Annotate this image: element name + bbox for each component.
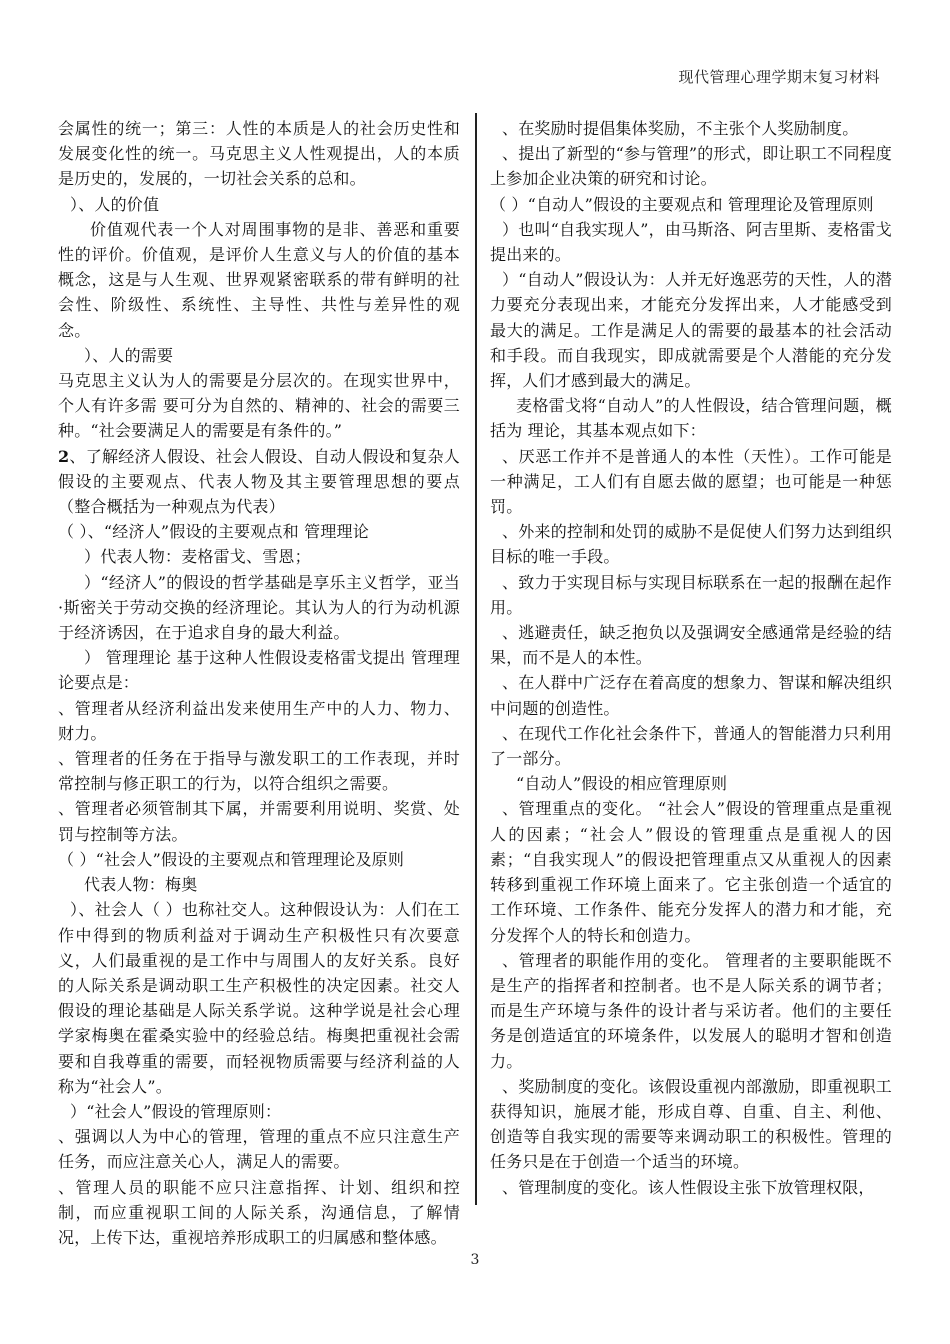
paragraph-text: （ ）、“经济人”假设的主要观点和 管理理论 (58, 522, 369, 542)
running-header: 现代管理心理学期末复习材料 (678, 68, 880, 86)
paragraph (58, 897, 460, 1099)
paragraph (58, 746, 460, 796)
item-number: 2 (58, 446, 70, 466)
paragraph-text: 价值观代表一个人对周围事物的是非、善恶和重要性的评价。价值观，是评价人生意义与人的价值的基本概念，这是与人生观、世界观紧密联系的带有鲜明的社会性、阶级性、系统性、主导性、共性与差异性的观念。 (58, 219, 460, 340)
paragraph-text: 、管理者的任务在于指导与激发职工的工作表现，并时常控制与修正职工的行为，以符合组织之需要。 (58, 749, 460, 794)
paragraph (490, 116, 892, 141)
paragraph (490, 393, 892, 443)
paragraph-text: 、强调以人为中心的管理，管理的重点不应只注意生产任务，而应注意关心人，满足人的需要。 (58, 1127, 460, 1172)
paragraph (58, 444, 460, 520)
page-number: 3 (470, 1252, 480, 1268)
paragraph-text: ）“自动人”假设认为：人并无好逸恶劳的天性，人的潜力要充分表现出来，才能充分发挥出来，人才能感受到最大的满足。工作是满足人的需要的最基本的社会活动和手段。而自我现实，即成就需要是个人潜能的充分发挥，人们才感到最大的满足。 (490, 270, 892, 391)
paragraph-text: 、管理重点的变化。 “社会人”假设的管理重点是重视人的因素；“社会人”假设的管理重点是重视人的因素；“自我实现人”的假设把管理重点又从重视人的因素转移到重视工作环境上面来了。它主张创造一个适宜的工作环境、工作条件、能充分发挥人的潜力和才能，充分发挥个人的特长和创造力。 (490, 799, 892, 945)
paragraph (490, 796, 892, 947)
paragraph-text: ）代表人物：麦格雷戈、雪恩； (84, 547, 311, 567)
paragraph-text: 、外来的控制和处罚的威胁不是促使人们努力达到组织目标的唯一手段。 (490, 522, 892, 567)
paragraph-text: 、奖励制度的变化。该假设重视内部激励，即重视职工获得知识，施展才能，形成自尊、自重、自主、利他、创造等自我实现的需要等来调动职工的积极性。管理的任务只是在于创造一个适当的环境。 (490, 1076, 892, 1172)
paragraph (490, 721, 892, 771)
right-column (490, 116, 892, 1200)
paragraph-text: “自动人”假设的相应管理原则 (516, 774, 728, 794)
paragraph (58, 217, 460, 343)
paragraph-text: 、管理者从经济利益出发来使用生产中的人力、物力、财力。 (58, 698, 460, 743)
paragraph-text: 、致力于实现目标与实现目标联系在一起的报酬在起作用。 (490, 572, 892, 617)
paragraph-text: 、厌恶工作并不是普通人的本性（天性）。工作可能是一种满足，工人们有自愿去做的愿望；也可能是一种惩罚。 (490, 446, 892, 517)
paragraph (490, 948, 892, 1074)
paragraph-text: 、逃避责任，缺乏抱负以及强调安全感通常是经验的结果，而不是人的本性。 (490, 623, 892, 668)
paragraph (58, 519, 460, 544)
paragraph (490, 519, 892, 569)
paragraph-text: 、在人群中广泛存在着高度的想象力、智谋和解决组织中问题的创造性。 (490, 673, 892, 718)
paragraph-text: 、在奖励时提倡集体奖励，不主张个人奖励制度。 (502, 119, 859, 138)
paragraph-text: ）、人的价值 (70, 194, 160, 214)
paragraph (58, 796, 460, 846)
paragraph (490, 670, 892, 720)
paragraph-text: 、管理者的职能作用的变化。 管理者的主要职能既不是生产的指挥者和控制者。也不是人际关系的调节者；而是生产环境与条件的设计者与采访者。他们的主要任务是创造适宜的环境条件，以发展人的聪明才智和创造力。 (490, 950, 892, 1071)
paragraph-text: ）也叫“自我实现人”，由马斯洛、阿吉里斯、麦格雷戈提出来的。 (490, 219, 892, 265)
paragraph-text: ）、社会人（ ）也称社交人。这种假设认为：人们在工作中得到的物质利益对于调动生产积极性只有次要意义，人们最重视的是工作中与周围人的友好关系。良好的人际关系是调动职工生产积极性的决定因素。社交人假设的理论基础是人际关系学说。这种学说是社会心理学家梅奥在霍桑实验中的经验总结。梅奥把重视社会需要和自我尊重的需要，而轻视物质需要与经济利益的人称为“社会人”。 (58, 900, 460, 1096)
paragraph (490, 1175, 892, 1200)
paragraph (58, 116, 460, 192)
paragraph (58, 847, 460, 872)
paragraph (58, 544, 460, 569)
paragraph (490, 444, 892, 520)
paragraph (490, 1074, 892, 1175)
paragraph-text: 、管理人员的职能不应只注意指挥、计划、组织和控制，而应重视职工间的人际关系，沟通信息，了解情况，上传下达，重视培养形成职工的归属感和整体感。 (58, 1177, 460, 1247)
column-divider (475, 113, 477, 1205)
paragraph-text: 麦格雷戈将“自动人”的人性假设，结合管理问题，概括为 理论，其基本观点如下： (490, 396, 892, 441)
paragraph (490, 192, 892, 217)
paragraph-text: ）“经济人”的假设的哲学基础是享乐主义哲学，亚当·斯密关于劳动交换的经济理论。其认为人的行为动机源于经济诱因，在于追求自身的最大利益。 (58, 572, 460, 643)
paragraph (58, 192, 460, 217)
paragraph (58, 1099, 460, 1124)
paragraph (58, 570, 460, 646)
paragraph (58, 645, 460, 695)
paragraph (490, 570, 892, 620)
paragraph-text: （ ）“自动人”假设的主要观点和 管理理论及管理原则 (490, 194, 874, 214)
paragraph (490, 771, 892, 796)
paragraph-text: （ ）“社会人”假设的主要观点和管理理论及原则 (58, 849, 405, 869)
paragraph-text: 马克思主义认为人的需要是分层次的。在现实世界中，个人有许多需 要可分为自然的、精神的、社会的需要三种。“社会要满足人的需要是有条件的。” (58, 371, 460, 441)
paragraph (58, 368, 460, 444)
paragraph-text: ） 管理理论 基于这种人性假设麦格雷戈提出 管理理论要点是： (58, 648, 460, 693)
left-column (58, 116, 460, 1250)
paragraph (490, 620, 892, 670)
paragraph-text: ）、人的需要 (84, 345, 174, 365)
paragraph (58, 1124, 460, 1174)
paragraph (58, 872, 460, 897)
paragraph-text: 、管理制度的变化。该人性假设主张下放管理权限， (502, 1177, 875, 1197)
paragraph-text: 、提出了新型的“参与管理”的形式，即让职工不同程度上参加企业决策的研究和讨论。 (490, 144, 892, 189)
paragraph-text: 、管理者必须管制其下属，并需要利用说明、奖赏、处罚与控制等方法。 (58, 799, 460, 844)
paragraph-text: ）“社会人”假设的管理原则： (70, 1101, 282, 1121)
paragraph-text: 、在现代工作化社会条件下，普通人的智能潜力只利用了一部分。 (490, 723, 892, 769)
paragraph-text: 代表人物：梅奥 (84, 875, 198, 895)
paragraph (490, 217, 892, 267)
paragraph-text: 、了解经济人假设、社会人假设、自动人假设和复杂人假设的主要观点、代表人物及其主要管理思想的要点（整合概括为一种观点为代表） (58, 446, 460, 517)
paragraph (58, 343, 460, 368)
paragraph (490, 141, 892, 191)
paragraph-text: 会属性的统一；第三：人性的本质是人的社会历史性和发展变化性的统一。马克思主义人性观提出，人的本质是历史的，发展的，一切社会关系的总和。 (58, 119, 460, 189)
paragraph (58, 696, 460, 746)
paragraph (58, 1175, 460, 1251)
paragraph (490, 267, 892, 393)
